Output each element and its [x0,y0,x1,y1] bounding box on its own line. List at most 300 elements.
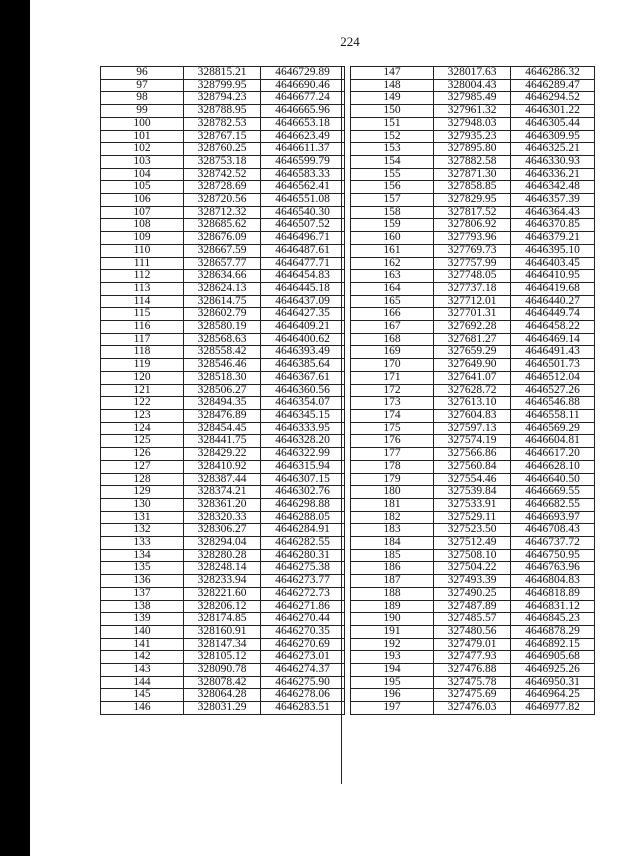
table-row [351,346,595,359]
x-coordinate-cell: 327628.72 [434,384,511,397]
y-coordinate-cell: 4646336.21 [511,168,595,181]
point-number-cell: 109 [101,232,184,245]
table-row [101,562,345,575]
x-coordinate-cell: 327574.19 [434,435,511,448]
table-row [101,67,345,80]
table-row [351,511,595,524]
point-number-cell: 141 [101,638,184,651]
point-number-cell: 115 [101,308,184,321]
point-number-cell: 178 [351,460,434,473]
y-coordinate-cell: 4646562.41 [261,181,345,194]
y-coordinate-cell: 4646309.95 [511,130,595,143]
point-number-cell: 181 [351,498,434,511]
point-number-cell: 150 [351,105,434,118]
y-coordinate-cell: 4646496.71 [261,232,345,245]
point-number-cell: 189 [351,600,434,613]
y-coordinate-cell: 4646737.72 [511,537,595,550]
point-number-cell: 113 [101,282,184,295]
x-coordinate-cell: 327895.80 [434,143,511,156]
x-coordinate-cell: 328788.95 [184,105,261,118]
x-coordinate-cell: 328064.28 [184,689,261,702]
point-number-cell: 103 [101,155,184,168]
point-number-cell: 185 [351,549,434,562]
table-row [351,702,595,715]
x-coordinate-cell: 327493.39 [434,575,511,588]
x-coordinate-cell: 328078.42 [184,676,261,689]
table-row [101,295,345,308]
y-coordinate-cell: 4646583.33 [261,168,345,181]
table-row [101,143,345,156]
y-coordinate-cell: 4646354.07 [261,397,345,410]
point-number-cell: 140 [101,625,184,638]
table-row [101,79,345,92]
x-coordinate-cell: 328568.63 [184,333,261,346]
table-row [351,359,595,372]
table-row [351,143,595,156]
y-coordinate-cell: 4646878.29 [511,625,595,638]
x-coordinate-cell: 327935.23 [434,130,511,143]
table-row [101,460,345,473]
point-number-cell: 124 [101,422,184,435]
table-row [101,664,345,677]
point-number-cell: 163 [351,270,434,283]
x-coordinate-cell: 328280.28 [184,549,261,562]
x-coordinate-cell: 327523.50 [434,524,511,537]
y-coordinate-cell: 4646271.86 [261,600,345,613]
point-number-cell: 142 [101,651,184,664]
table-row [101,537,345,550]
point-number-cell: 120 [101,371,184,384]
x-coordinate-cell: 327477.93 [434,651,511,664]
y-coordinate-cell: 4646682.55 [511,498,595,511]
point-number-cell: 170 [351,359,434,372]
table-row [101,105,345,118]
coordinates-table-right-body [351,67,595,715]
x-coordinate-cell: 327641.07 [434,371,511,384]
y-coordinate-cell: 4646275.38 [261,562,345,575]
point-number-cell: 151 [351,117,434,130]
x-coordinate-cell: 328410.92 [184,460,261,473]
y-coordinate-cell: 4646604.81 [511,435,595,448]
table-row [351,168,595,181]
x-coordinate-cell: 328361.20 [184,498,261,511]
point-number-cell: 125 [101,435,184,448]
y-coordinate-cell: 4646410.95 [511,270,595,283]
point-number-cell: 132 [101,524,184,537]
x-coordinate-cell: 328799.95 [184,79,261,92]
x-coordinate-cell: 328676.09 [184,232,261,245]
x-coordinate-cell: 328667.59 [184,244,261,257]
point-number-cell: 106 [101,194,184,207]
x-coordinate-cell: 328634.66 [184,270,261,283]
point-number-cell: 139 [101,613,184,626]
table-row [101,524,345,537]
x-coordinate-cell: 327529.11 [434,511,511,524]
point-number-cell: 143 [101,664,184,677]
x-coordinate-cell: 328685.62 [184,219,261,232]
table-row [101,422,345,435]
x-coordinate-cell: 328518.30 [184,371,261,384]
y-coordinate-cell: 4646964.25 [511,689,595,702]
table-row [101,689,345,702]
x-coordinate-cell: 328160.91 [184,625,261,638]
y-coordinate-cell: 4646288.05 [261,511,345,524]
table-row [351,244,595,257]
x-coordinate-cell: 328753.18 [184,155,261,168]
point-number-cell: 180 [351,486,434,499]
point-number-cell: 166 [351,308,434,321]
point-number-cell: 168 [351,333,434,346]
table-row [101,575,345,588]
table-row [351,664,595,677]
x-coordinate-cell: 328441.75 [184,435,261,448]
point-number-cell: 121 [101,384,184,397]
y-coordinate-cell: 4646804.83 [511,575,595,588]
table-row [101,359,345,372]
point-number-cell: 133 [101,537,184,550]
table-row [351,371,595,384]
point-number-cell: 153 [351,143,434,156]
point-number-cell: 149 [351,92,434,105]
point-number-cell: 111 [101,257,184,270]
y-coordinate-cell: 4646273.01 [261,651,345,664]
table-row [351,638,595,651]
point-number-cell: 144 [101,676,184,689]
table-row [101,702,345,715]
table-row [101,613,345,626]
y-coordinate-cell: 4646284.91 [261,524,345,537]
point-number-cell: 145 [101,689,184,702]
point-number-cell: 160 [351,232,434,245]
point-number-cell: 118 [101,346,184,359]
x-coordinate-cell: 328374.21 [184,486,261,499]
y-coordinate-cell: 4646905.68 [511,651,595,664]
x-coordinate-cell: 327539.84 [434,486,511,499]
table-row [101,486,345,499]
y-coordinate-cell: 4646367.61 [261,371,345,384]
point-number-cell: 114 [101,295,184,308]
x-coordinate-cell: 327512.49 [434,537,511,550]
x-coordinate-cell: 328454.45 [184,422,261,435]
point-number-cell: 165 [351,295,434,308]
y-coordinate-cell: 4646501.73 [511,359,595,372]
point-number-cell: 102 [101,143,184,156]
point-number-cell: 196 [351,689,434,702]
y-coordinate-cell: 4646280.31 [261,549,345,562]
y-coordinate-cell: 4646599.79 [261,155,345,168]
y-coordinate-cell: 4646270.35 [261,625,345,638]
x-coordinate-cell: 328506.27 [184,384,261,397]
table-row [351,155,595,168]
point-number-cell: 96 [101,67,184,80]
table-row [101,625,345,638]
coordinates-table-left [100,66,345,715]
table-row [101,232,345,245]
x-coordinate-cell: 327480.56 [434,625,511,638]
point-number-cell: 155 [351,168,434,181]
table-row [351,486,595,499]
y-coordinate-cell: 4646449.74 [511,308,595,321]
y-coordinate-cell: 4646477.71 [261,257,345,270]
x-coordinate-cell: 327475.78 [434,676,511,689]
x-coordinate-cell: 328580.19 [184,321,261,334]
x-coordinate-cell: 327871.30 [434,168,511,181]
table-row [351,181,595,194]
point-number-cell: 112 [101,270,184,283]
y-coordinate-cell: 4646273.77 [261,575,345,588]
point-number-cell: 182 [351,511,434,524]
y-coordinate-cell: 4646305.44 [511,117,595,130]
table-row [101,448,345,461]
point-number-cell: 161 [351,244,434,257]
x-coordinate-cell: 327757.99 [434,257,511,270]
x-coordinate-cell: 328147.34 [184,638,261,651]
x-coordinate-cell: 328815.21 [184,67,261,80]
y-coordinate-cell: 4646569.29 [511,422,595,435]
x-coordinate-cell: 328174.85 [184,613,261,626]
point-number-cell: 110 [101,244,184,257]
y-coordinate-cell: 4646892.15 [511,638,595,651]
x-coordinate-cell: 327769.73 [434,244,511,257]
y-coordinate-cell: 4646977.82 [511,702,595,715]
table-row [101,308,345,321]
point-number-cell: 183 [351,524,434,537]
y-coordinate-cell: 4646427.35 [261,308,345,321]
table-row [101,511,345,524]
y-coordinate-cell: 4646677.24 [261,92,345,105]
x-coordinate-cell: 327604.83 [434,409,511,422]
x-coordinate-cell: 327948.03 [434,117,511,130]
table-row [351,232,595,245]
x-coordinate-cell: 328767.15 [184,130,261,143]
table-row [101,270,345,283]
point-number-cell: 137 [101,587,184,600]
point-number-cell: 129 [101,486,184,499]
y-coordinate-cell: 4646315.94 [261,460,345,473]
y-coordinate-cell: 4646270.69 [261,638,345,651]
point-number-cell: 136 [101,575,184,588]
x-coordinate-cell: 328602.79 [184,308,261,321]
point-number-cell: 105 [101,181,184,194]
x-coordinate-cell: 328017.63 [434,67,511,80]
y-coordinate-cell: 4646364.43 [511,206,595,219]
y-coordinate-cell: 4646750.95 [511,549,595,562]
x-coordinate-cell: 327829.95 [434,194,511,207]
y-coordinate-cell: 4646409.21 [261,321,345,334]
x-coordinate-cell: 328429.22 [184,448,261,461]
y-coordinate-cell: 4646437.09 [261,295,345,308]
y-coordinate-cell: 4646623.49 [261,130,345,143]
point-number-cell: 194 [351,664,434,677]
y-coordinate-cell: 4646818.89 [511,587,595,600]
point-number-cell: 193 [351,651,434,664]
point-number-cell: 147 [351,67,434,80]
point-number-cell: 158 [351,206,434,219]
point-number-cell: 174 [351,409,434,422]
y-coordinate-cell: 4646298.88 [261,498,345,511]
table-row [351,613,595,626]
x-coordinate-cell: 328320.33 [184,511,261,524]
point-number-cell: 184 [351,537,434,550]
x-coordinate-cell: 327793.96 [434,232,511,245]
y-coordinate-cell: 4646546.88 [511,397,595,410]
table-row [101,651,345,664]
table-row [351,422,595,435]
table-row [351,549,595,562]
point-number-cell: 146 [101,702,184,715]
table-row [351,270,595,283]
table-row [101,397,345,410]
table-row [351,409,595,422]
x-coordinate-cell: 327659.29 [434,346,511,359]
point-number-cell: 173 [351,397,434,410]
y-coordinate-cell: 4646628.10 [511,460,595,473]
point-number-cell: 131 [101,511,184,524]
table-row [351,67,595,80]
y-coordinate-cell: 4646325.21 [511,143,595,156]
table-row [351,676,595,689]
x-coordinate-cell: 328657.77 [184,257,261,270]
y-coordinate-cell: 4646395.10 [511,244,595,257]
x-coordinate-cell: 328031.29 [184,702,261,715]
y-coordinate-cell: 4646445.18 [261,282,345,295]
point-number-cell: 128 [101,473,184,486]
table-row [101,371,345,384]
y-coordinate-cell: 4646925.26 [511,664,595,677]
x-coordinate-cell: 327476.03 [434,702,511,715]
point-number-cell: 156 [351,181,434,194]
point-number-cell: 127 [101,460,184,473]
table-row [351,219,595,232]
table-row [351,587,595,600]
y-coordinate-cell: 4646669.55 [511,486,595,499]
y-coordinate-cell: 4646322.99 [261,448,345,461]
table-row [351,282,595,295]
x-coordinate-cell: 328720.56 [184,194,261,207]
x-coordinate-cell: 327490.25 [434,587,511,600]
x-coordinate-cell: 327692.28 [434,321,511,334]
x-coordinate-cell: 327487.89 [434,600,511,613]
table-row [351,498,595,511]
scan-dark-edge [0,0,30,856]
x-coordinate-cell: 328248.14 [184,562,261,575]
x-coordinate-cell: 327566.86 [434,448,511,461]
x-coordinate-cell: 327985.49 [434,92,511,105]
y-coordinate-cell: 4646379.21 [511,232,595,245]
point-number-cell: 119 [101,359,184,372]
y-coordinate-cell: 4646357.39 [511,194,595,207]
table-row [101,168,345,181]
y-coordinate-cell: 4646653.18 [261,117,345,130]
y-coordinate-cell: 4646950.31 [511,676,595,689]
x-coordinate-cell: 327961.32 [434,105,511,118]
point-number-cell: 104 [101,168,184,181]
table-row [351,295,595,308]
x-coordinate-cell: 328558.42 [184,346,261,359]
table-row [351,117,595,130]
table-row [351,435,595,448]
y-coordinate-cell: 4646345.15 [261,409,345,422]
y-coordinate-cell: 4646763.96 [511,562,595,575]
y-coordinate-cell: 4646370.85 [511,219,595,232]
x-coordinate-cell: 328476.89 [184,409,261,422]
point-number-cell: 192 [351,638,434,651]
table-row [351,321,595,334]
table-row [101,587,345,600]
table-row [101,676,345,689]
y-coordinate-cell: 4646491.43 [511,346,595,359]
y-coordinate-cell: 4646400.62 [261,333,345,346]
y-coordinate-cell: 4646558.11 [511,409,595,422]
point-number-cell: 164 [351,282,434,295]
y-coordinate-cell: 4646286.32 [511,67,595,80]
point-number-cell: 135 [101,562,184,575]
x-coordinate-cell: 328306.27 [184,524,261,537]
point-number-cell: 134 [101,549,184,562]
table-row [351,448,595,461]
x-coordinate-cell: 328494.35 [184,397,261,410]
y-coordinate-cell: 4646283.51 [261,702,345,715]
x-coordinate-cell: 328760.25 [184,143,261,156]
y-coordinate-cell: 4646272.73 [261,587,345,600]
table-row [101,321,345,334]
y-coordinate-cell: 4646307.15 [261,473,345,486]
table-row [101,155,345,168]
x-coordinate-cell: 327737.18 [434,282,511,295]
x-coordinate-cell: 328712.32 [184,206,261,219]
y-coordinate-cell: 4646278.06 [261,689,345,702]
y-coordinate-cell: 4646302.76 [261,486,345,499]
table-row [101,219,345,232]
point-number-cell: 191 [351,625,434,638]
x-coordinate-cell: 327806.92 [434,219,511,232]
y-coordinate-cell: 4646729.89 [261,67,345,80]
point-number-cell: 190 [351,613,434,626]
point-number-cell: 175 [351,422,434,435]
point-number-cell: 101 [101,130,184,143]
table-row [351,308,595,321]
y-coordinate-cell: 4646831.12 [511,600,595,613]
x-coordinate-cell: 327649.90 [434,359,511,372]
point-number-cell: 195 [351,676,434,689]
y-coordinate-cell: 4646333.95 [261,422,345,435]
y-coordinate-cell: 4646540.30 [261,206,345,219]
x-coordinate-cell: 328387.44 [184,473,261,486]
x-coordinate-cell: 327475.69 [434,689,511,702]
x-coordinate-cell: 328233.94 [184,575,261,588]
x-coordinate-cell: 327613.10 [434,397,511,410]
table-row [351,473,595,486]
y-coordinate-cell: 4646512.04 [511,371,595,384]
point-number-cell: 123 [101,409,184,422]
point-number-cell: 177 [351,448,434,461]
table-row [351,651,595,664]
table-row [351,194,595,207]
x-coordinate-cell: 327554.46 [434,473,511,486]
table-row [351,130,595,143]
table-row [101,549,345,562]
y-coordinate-cell: 4646289.47 [511,79,595,92]
y-coordinate-cell: 4646611.37 [261,143,345,156]
y-coordinate-cell: 4646301.22 [511,105,595,118]
x-coordinate-cell: 328105.12 [184,651,261,664]
table-row [351,537,595,550]
page-number: 224 [340,34,360,49]
y-coordinate-cell: 4646440.27 [511,295,595,308]
table-row [101,282,345,295]
table-row [351,333,595,346]
x-coordinate-cell: 327701.31 [434,308,511,321]
